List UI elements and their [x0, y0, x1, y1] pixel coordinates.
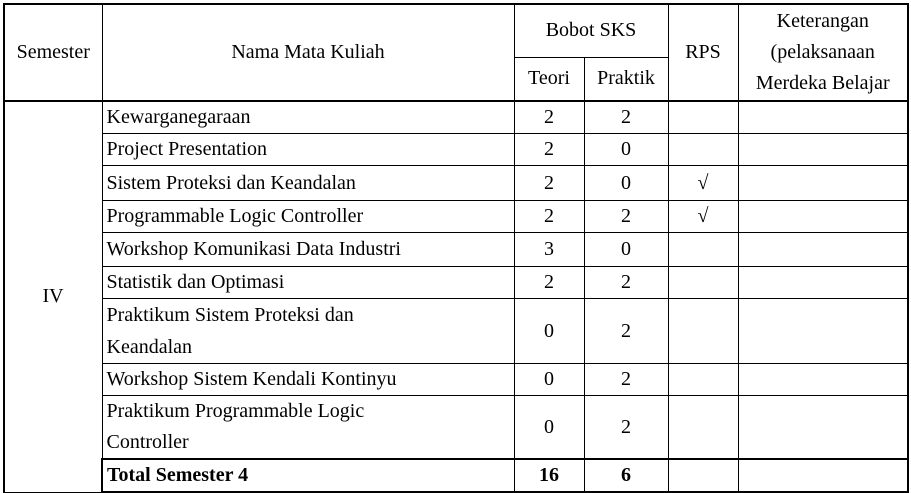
keterangan-value [738, 134, 908, 166]
course-name: Programmable Logic Controller [102, 201, 514, 233]
praktik-value: 2 [584, 364, 668, 396]
keterangan-value [738, 396, 908, 460]
bobot-sks-header: Bobot SKS [514, 4, 668, 57]
curriculum-table [3, 3, 909, 493]
course-name: Praktikum Programmable Logic Controller [102, 396, 514, 460]
course-name: Sistem Proteksi dan Keandalan [102, 166, 514, 201]
total-label: Total Semester 4 [102, 459, 514, 492]
praktik-value: 2 [584, 201, 668, 233]
teori-value: 2 [514, 267, 584, 299]
course-name: Kewarganegaraan [102, 101, 514, 134]
rps-value [668, 101, 738, 134]
keterangan-value [738, 267, 908, 299]
rps-value [668, 233, 738, 267]
praktik-value: 2 [584, 267, 668, 299]
course-name: Workshop Komunikasi Data Industri [102, 233, 514, 267]
course-name: Project Presentation [102, 134, 514, 166]
keterangan-value [738, 166, 908, 201]
rps-value [668, 364, 738, 396]
rps-value [668, 299, 738, 364]
course-name: Praktikum Sistem Proteksi dan Keandalan [102, 299, 514, 364]
praktik-value: 2 [584, 396, 668, 460]
total-teori: 16 [514, 459, 584, 492]
praktik-header: Praktik [584, 57, 668, 101]
course-name-header: Nama Mata Kuliah [102, 4, 514, 101]
teori-value: 2 [514, 101, 584, 134]
rps-value [668, 134, 738, 166]
keterangan-value [738, 364, 908, 396]
praktik-value: 0 [584, 233, 668, 267]
course-name: Workshop Sistem Kendali Kontinyu [102, 364, 514, 396]
teori-value: 0 [514, 299, 584, 364]
keterangan-value [738, 233, 908, 267]
praktik-value: 2 [584, 101, 668, 134]
teori-value: 0 [514, 396, 584, 460]
teori-value: 2 [514, 134, 584, 166]
total-keterangan [738, 459, 908, 492]
teori-value: 2 [514, 201, 584, 233]
keterangan-value [738, 299, 908, 364]
praktik-value: 0 [584, 134, 668, 166]
rps-value [668, 396, 738, 460]
keterangan-value [738, 201, 908, 233]
rps-header: RPS [668, 4, 738, 101]
semester-value: IV [4, 101, 102, 492]
keterangan-header: Keterangan (pelaksanaan Merdeka Belajar [738, 4, 908, 101]
keterangan-value [738, 101, 908, 134]
teori-header: Teori [514, 57, 584, 101]
course-name: Statistik dan Optimasi [102, 267, 514, 299]
rps-check: √ [668, 201, 738, 233]
teori-value: 2 [514, 166, 584, 201]
teori-value: 3 [514, 233, 584, 267]
total-rps [668, 459, 738, 492]
teori-value: 0 [514, 364, 584, 396]
rps-check: √ [668, 166, 738, 201]
praktik-value: 2 [584, 299, 668, 364]
total-praktik: 6 [584, 459, 668, 492]
rps-value [668, 267, 738, 299]
semester-header: Semester [4, 4, 102, 101]
praktik-value: 0 [584, 166, 668, 201]
